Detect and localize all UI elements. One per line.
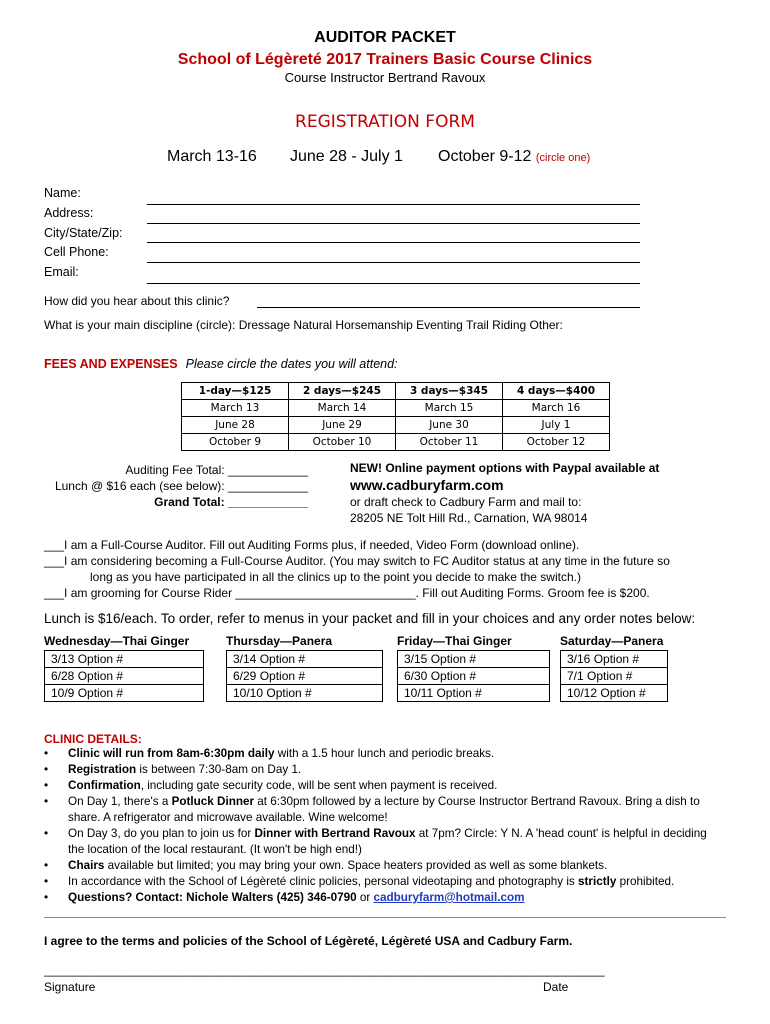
- lunch-day-heading: Saturday—Panera: [560, 634, 664, 648]
- clinic-detail-bold: Dinner with Bertrand Ravoux: [254, 827, 416, 840]
- clinic-detail-item: [44, 762, 724, 778]
- bullet-icon: •: [44, 827, 49, 840]
- fee-date-cell[interactable]: October 11: [396, 434, 503, 451]
- bullet-icon: •: [44, 795, 49, 808]
- clinic-detail-bold: Registration: [68, 763, 137, 776]
- clinic-detail-bold: Potluck Dinner: [171, 795, 255, 808]
- bullet-icon: •: [44, 859, 49, 872]
- clinic-detail-text: available but limited; you may bring your own. Space heaters provided as well as some blankets.: [104, 859, 608, 872]
- clinic-detail-text: is between 7:30-8am on Day 1.: [136, 763, 302, 776]
- discipline-question: What is your main discipline (circle): Dressage Natural Horsemanship Eventing Trail Riding Other:: [44, 318, 563, 332]
- lunch-option-cell[interactable]: 7/1 Option #: [561, 668, 668, 685]
- email-field[interactable]: [147, 283, 640, 284]
- address-label: Address:: [44, 206, 94, 220]
- payment-check: or draft check to Cadbury Farm and mail to:: [350, 495, 582, 509]
- fees-heading: [44, 357, 398, 371]
- lunch-column-wednesday: [44, 634, 204, 702]
- lunch-option-cell[interactable]: 10/12 Option #: [561, 685, 668, 702]
- clinic-detail-text: or: [356, 891, 374, 904]
- lunch-option-cell[interactable]: 6/30 Option #: [398, 668, 550, 685]
- fee-date-cell[interactable]: June 29: [289, 417, 396, 434]
- fees-title: FEES AND EXPENSES: [44, 357, 178, 371]
- lunch-option-cell[interactable]: 3/14 Option #: [227, 651, 383, 668]
- bullet-icon: •: [44, 747, 49, 760]
- clinic-detail-text: at 6:30pm followed by a lecture by Course Instructor Bertrand Ravoux. Bring a dish to share. A refrigerator and microwave available. Wine welcome!: [68, 795, 700, 824]
- bullet-icon: •: [44, 891, 49, 904]
- contact-email-link[interactable]: cadburyfarm@hotmail.com: [373, 891, 525, 904]
- instructor-line: Course Instructor Bertrand Ravoux: [284, 70, 486, 85]
- address-field[interactable]: [147, 223, 640, 224]
- section-divider: [44, 917, 726, 918]
- date-option-june[interactable]: June 28 - July 1: [290, 148, 403, 165]
- lunch-column-thursday: [226, 634, 383, 702]
- clinic-detail-pre: On Day 3, do you plan to join us for: [68, 827, 255, 840]
- clinic-detail-bold: Questions? Contact: Nichole Walters (425) 346-0790: [68, 891, 357, 904]
- clinic-detail-bold: Confirmation: [68, 779, 141, 792]
- lunch-day-heading: Thursday—Panera: [226, 634, 333, 648]
- payment-address: 28205 NE Tolt Hill Rd., Carnation, WA 98014: [350, 511, 588, 525]
- payment-info: [350, 460, 659, 526]
- bullet-icon: •: [44, 763, 49, 776]
- lunch-day-heading: Wednesday—Thai Ginger: [44, 634, 190, 648]
- fee-cell[interactable]: 3 days—$345: [396, 383, 503, 400]
- date-option-october-label: October 9-12: [438, 148, 532, 165]
- clinic-detail-item: [44, 746, 724, 762]
- clinic-detail-item: [44, 794, 724, 826]
- groom-option[interactable]: ___I am grooming for Course Rider ___________________________. Fill out Auditing Forms. Groom fee is $200.: [44, 586, 650, 600]
- city-label: City/State/Zip:: [44, 226, 123, 240]
- date-option-october[interactable]: [438, 148, 590, 166]
- clinic-title: School of Légèreté 2017 Trainers Basic Course Clinics: [177, 51, 593, 68]
- lunch-column-saturday: [560, 634, 668, 702]
- phone-label: Cell Phone:: [44, 245, 109, 259]
- grand-total-row[interactable]: Grand Total: ____________: [154, 495, 308, 509]
- lunch-day-heading: Friday—Thai Ginger: [397, 634, 512, 648]
- fees-instruction: Please circle the dates you will attend:: [185, 357, 398, 371]
- clinic-detail-text: , including gate security code, will be sent when payment is received.: [140, 779, 498, 792]
- bullet-icon: •: [44, 875, 49, 888]
- fee-date-cell[interactable]: March 16: [503, 400, 610, 417]
- fee-date-cell[interactable]: March 13: [182, 400, 289, 417]
- clinic-detail-item: [44, 874, 724, 890]
- fees-table: [181, 382, 610, 451]
- packet-title: AUDITOR PACKET: [314, 29, 456, 46]
- lunch-option-cell[interactable]: 3/13 Option #: [45, 651, 204, 668]
- lunch-table: [226, 650, 383, 702]
- lunch-option-cell[interactable]: 10/11 Option #: [398, 685, 550, 702]
- lunch-option-cell[interactable]: 3/15 Option #: [398, 651, 550, 668]
- clinic-detail-text: with a 1.5 hour lunch and periodic breaks.: [274, 747, 495, 760]
- payment-site-link[interactable]: www.cadburyfarm.com: [350, 477, 504, 493]
- lunch-option-cell[interactable]: 3/16 Option #: [561, 651, 668, 668]
- agreement-statement: I agree to the terms and policies of the School of Légèreté, Légèreté USA and Cadbury Farm.: [44, 934, 573, 948]
- fee-cell[interactable]: 4 days—$400: [503, 383, 610, 400]
- lunch-option-cell[interactable]: 10/10 Option #: [227, 685, 383, 702]
- clinic-detail-item: [44, 778, 724, 794]
- considering-auditor-note: long as you have participated in all the clinics up to the point you decide to make the switch.): [90, 570, 581, 584]
- lunch-table: [397, 650, 550, 702]
- clinic-detail-bold: strictly: [578, 875, 617, 888]
- signature-label: Signature: [44, 980, 96, 994]
- date-option-march[interactable]: March 13-16: [167, 148, 257, 165]
- lunch-option-cell[interactable]: 6/29 Option #: [227, 668, 383, 685]
- fee-date-cell[interactable]: October 9: [182, 434, 289, 451]
- payment-new: NEW! Online payment options with Paypal available at: [350, 461, 660, 475]
- fee-date-cell[interactable]: June 30: [396, 417, 503, 434]
- clinic-detail-text: at 7pm? Circle: Y N. A 'head count' is helpful in deciding the location of the local restaurant. (It won't be high end!): [68, 827, 707, 856]
- fee-date-cell[interactable]: July 1: [503, 417, 610, 434]
- full-course-auditor-option[interactable]: ___I am a Full-Course Auditor. Fill out Auditing Forms plus, if needed, Video Form (download online).: [44, 538, 580, 552]
- fee-cell[interactable]: 1-day—$125: [182, 383, 289, 400]
- fee-cell[interactable]: 2 days—$245: [289, 383, 396, 400]
- clinic-detail-bold: Clinic will run from 8am-6:30pm daily: [68, 747, 275, 760]
- circle-one-note: (circle one): [535, 152, 591, 164]
- fee-date-cell[interactable]: March 14: [289, 400, 396, 417]
- clinic-details-list: [44, 746, 724, 906]
- clinic-detail-item: [44, 826, 724, 858]
- lunch-option-cell[interactable]: 10/9 Option #: [45, 685, 204, 702]
- clinic-details-heading: CLINIC DETAILS:: [44, 732, 142, 746]
- referral-field[interactable]: [257, 307, 640, 308]
- lunch-table: [44, 650, 204, 702]
- lunch-column-friday: [397, 634, 550, 702]
- clinic-detail-pre: In accordance with the School of Légèreté clinic policies, personal videotaping and photography is: [68, 875, 579, 888]
- city-field[interactable]: [147, 242, 640, 243]
- phone-field[interactable]: [147, 262, 640, 263]
- clinic-detail-text: prohibited.: [616, 875, 675, 888]
- referral-label: How did you hear about this clinic?: [44, 294, 230, 308]
- clinic-detail-pre: On Day 1, there's a: [68, 795, 172, 808]
- lunch-option-cell[interactable]: 6/28 Option #: [45, 668, 204, 685]
- clinic-detail-item: [44, 890, 724, 906]
- clinic-detail-bold: Chairs: [68, 859, 105, 872]
- registration-heading: REGISTRATION FORM: [295, 112, 475, 132]
- name-field[interactable]: [147, 204, 640, 205]
- bullet-icon: •: [44, 779, 49, 792]
- auditing-fee-row[interactable]: Auditing Fee Total: ____________: [125, 463, 308, 477]
- lunch-heading: Lunch is $16/each. To order, refer to menus in your packet and fill in your choices and any order notes below:: [44, 611, 696, 626]
- fee-date-cell[interactable]: June 28: [182, 417, 289, 434]
- name-label: Name:: [44, 186, 81, 200]
- signature-line[interactable]: ____________________________________________________________________________________: [44, 963, 605, 977]
- considering-auditor-option[interactable]: ___I am considering becoming a Full-Course Auditor. (You may switch to FC Auditor status at any time in the future so: [44, 554, 670, 568]
- lunch-table: [560, 650, 668, 702]
- fee-date-cell[interactable]: October 10: [289, 434, 396, 451]
- clinic-detail-item: [44, 858, 724, 874]
- date-label: Date: [543, 980, 569, 994]
- fee-date-cell[interactable]: October 12: [503, 434, 610, 451]
- email-label: Email:: [44, 265, 79, 279]
- lunch-fee-row[interactable]: Lunch @ $16 each (see below): ____________: [54, 479, 308, 493]
- fee-date-cell[interactable]: March 15: [396, 400, 503, 417]
